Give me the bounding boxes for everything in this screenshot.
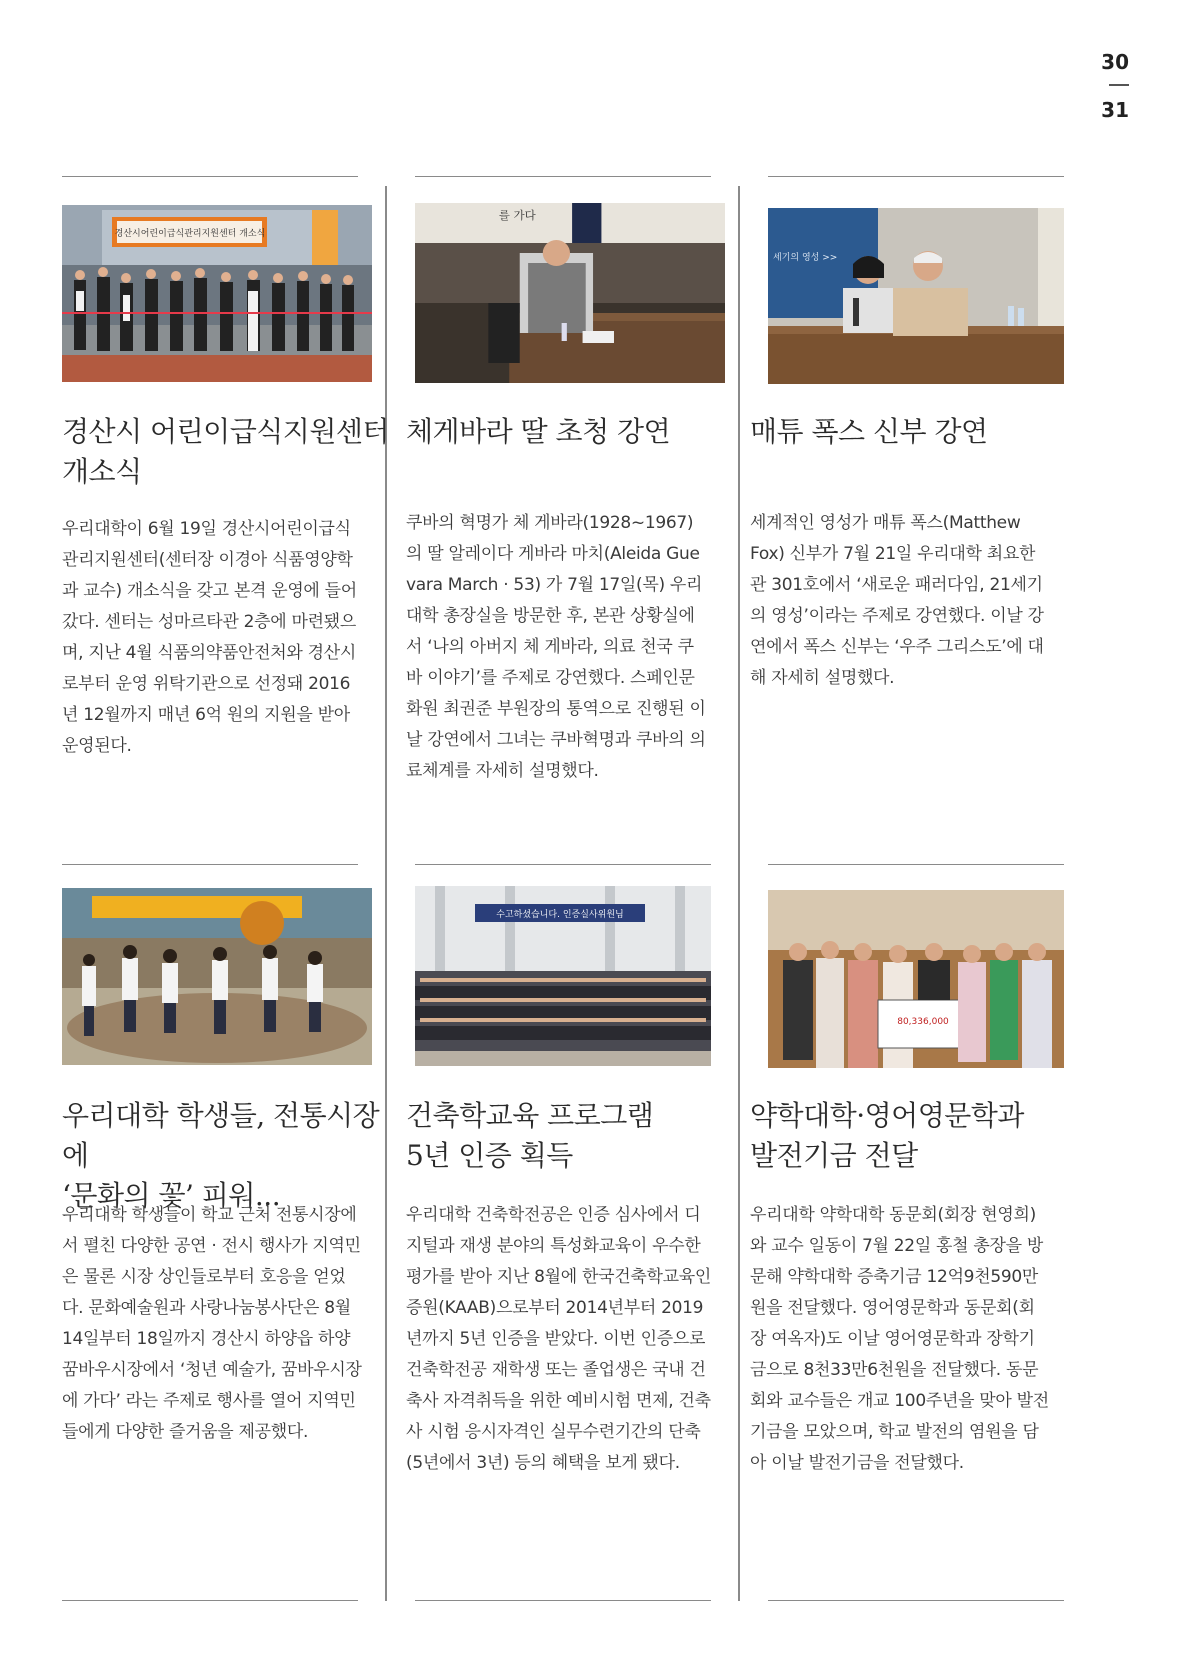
article-headline: 체게바라 딸 초청 강연 bbox=[406, 415, 671, 448]
photo-fund-donation bbox=[768, 890, 1064, 1068]
article-headline: 건축학교육 프로그램 5년 인증 획득 bbox=[406, 1099, 654, 1172]
top-rule-3 bbox=[768, 176, 1064, 177]
article-body: 우리대학 약학대학 동문회(회장 현영희) 와 교수 일동이 7월 22일 홍철 총장을 방 문해 약학대학 증축기금 12억9천590만 원을 전달했다. 영어영문학과 동문회(회 장 여옥자)도 이날 영어영문학과 장학기 금으로 8천33만6천원을 전달했다. 동문 회와 교수들은 개교 100주년을 맞아 발전 기금을 모았으며, 학교 발전의 염원을 담 아 이날 발전기금을 전달했다. bbox=[750, 1205, 1049, 1473]
page-number bbox=[1089, 52, 1129, 120]
photo-group-architecture bbox=[415, 886, 711, 1066]
article-headline: 매튜 폭스 신부 강연 bbox=[750, 415, 988, 448]
mid-rule-1 bbox=[62, 864, 358, 865]
page-number-right: 31 bbox=[1101, 97, 1129, 122]
photo-lecture-guevara bbox=[415, 203, 725, 383]
article-headline: 경산시 어린이급식지원센터 개소식 bbox=[62, 415, 389, 488]
article-body: 우리대학 학생들이 학교 근처 전통시장에 서 펼친 다양한 공연 · 전시 행사가 지역민 은 물론 시장 상인들로부터 호응을 얻었 다. 문화예술원과 사랑나눔봉사단은 8월 14일부터 18일까지 경산시 하양읍 하양 꿈바우시장에서 ‘청년 예술가, 꿈바우시장 에 가다’ 라는 주제로 행사를 열어 지역민 들에게 다양한 즐거움을 제공했다. bbox=[62, 1205, 362, 1442]
bottom-rule-1 bbox=[62, 1600, 358, 1601]
article-headline: 우리대학 학생들, 전통시장에 ‘문화의 꽃’ 피워... bbox=[62, 1099, 380, 1212]
article-headline: 약학대학·영어영문학과 발전기금 전달 bbox=[750, 1099, 1024, 1172]
page-number-divider bbox=[1109, 84, 1129, 86]
article-body: 우리대학 건축학전공은 인증 심사에서 디 지털과 재생 분야의 특성화교육이 우수한 평가를 받아 지난 8월에 한국건축학교육인 증원(KAAB)으로부터 2014년부터 2019 년까지 5년 인증을 받았다. 이번 인증으로 건축학전공 재학생 또는 졸업생은 국내 건 축사 자격취득을 위한 예비시험 면제, 건축 사 시험 응시자격인 실무수련기간의 단축 (5년에서 3년) 등의 혜택을 보게 됐다. bbox=[406, 1205, 712, 1473]
svg-text:세기의 영성 >>: 세기의 영성 >> bbox=[773, 253, 838, 263]
article-body: 세계적인 영성가 매튜 폭스(Matthew Fox) 신부가 7월 21일 우리대학 최요한 관 301호에서 ‘새로운 패러다임, 21세기 의 영성’이라는 주제로 강연했다. 이날 강 연에서 폭스 신부는 ‘우주 그리스도’에 대 해 자세히 설명했다. bbox=[750, 513, 1044, 688]
article-body: 우리대학이 6월 19일 경산시어린이급식 관리지원센터(센터장 이경아 식품영양학 과 교수) 개소식을 갖고 본격 운영에 들어 갔다. 센터는 성마르타관 2층에 마련됐으 며, 지난 4월 식품의약품안전처와 경산시 로부터 운영 위탁기관으로 선정돼 2016 년 12월까지 매년 6억 원의 지원을 받아 운영된다. bbox=[62, 519, 357, 756]
mid-rule-2 bbox=[415, 864, 711, 865]
photo-ribbon-cutting bbox=[62, 205, 372, 382]
column-divider-2 bbox=[738, 186, 740, 1601]
photo-lecture-fox bbox=[768, 208, 1064, 384]
svg-text:를 가다: 를 가다 bbox=[498, 209, 536, 222]
svg-text:경산시어린이급식관리지원센터 개소식: 경산시어린이급식관리지원센터 개소식 bbox=[114, 229, 266, 239]
svg-text:80,336,000: 80,336,000 bbox=[897, 1017, 949, 1027]
svg-text:수고하셨습니다. 인증실사위원님: 수고하셨습니다. 인증실사위원님 bbox=[496, 910, 624, 920]
photo-market-dance bbox=[62, 888, 372, 1065]
mid-rule-3 bbox=[768, 864, 1064, 865]
bottom-rule-3 bbox=[768, 1600, 1064, 1601]
top-rule-1 bbox=[62, 176, 358, 177]
top-rule-2 bbox=[415, 176, 711, 177]
bottom-rule-2 bbox=[415, 1600, 711, 1601]
article-body: 쿠바의 혁명가 체 게바라(1928~1967) 의 딸 알레이다 게바라 마치(Aleida Gue vara March · 53) 가 7월 17일(목) 우리 대학 총장실을 방문한 후, 본관 상황실에 서 ‘나의 아버지 체 게바라, 의료 천국 쿠 바 이야기’를 주제로 강연했다. 스페인문 화원 최권준 부원장의 통역으로 진행된 이 날 강연에서 그녀는 쿠바혁명과 쿠바의 의 료체계를 자세히 설명했다. bbox=[406, 513, 706, 781]
page-number-left: 30 bbox=[1101, 50, 1129, 74]
